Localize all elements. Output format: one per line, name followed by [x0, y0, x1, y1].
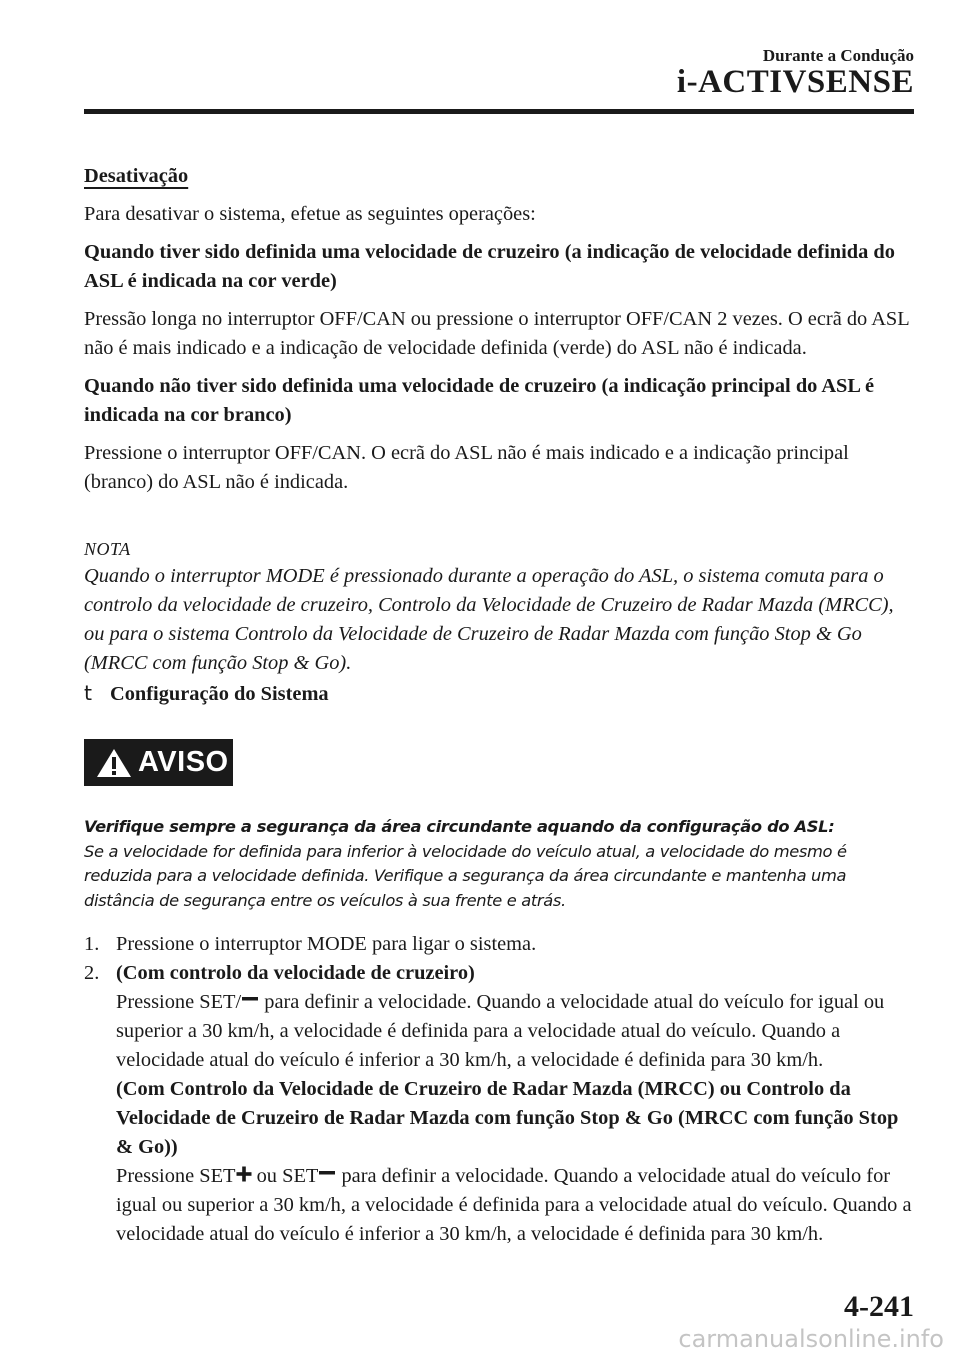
- case1-text: Pressão longa no interruptor OFF/CAN ou pressione o interruptor OFF/CAN 2 vezes. O ecrã do ASL não é mais indicado e a indicação de velocidade definida (verde) do ASL não é indicada.: [84, 308, 909, 359]
- config-section-title: [84, 679, 329, 709]
- step2-heading-cruise: (Com controlo da velocidade de cruzeiro): [116, 962, 475, 984]
- steps-block: [84, 930, 916, 1249]
- steps-list: [84, 930, 916, 1249]
- running-header-section: Durante a Condução: [762, 46, 914, 65]
- step-body: [116, 959, 916, 1249]
- case2-text: Pressione o interruptor OFF/CAN. O ecrã do ASL não é mais indicado e a indicação principal (branco) do ASL não é indicada.: [84, 442, 849, 493]
- minus-icon: [318, 1166, 336, 1180]
- deactivation-intro: Para desativar o sistema, efetue as seguintes operações:: [84, 203, 536, 225]
- page-number: 4-241: [844, 1290, 914, 1323]
- header-rule: [84, 109, 914, 114]
- step2-text-mrcc: [116, 1162, 916, 1249]
- text-fragment: Pressione SET/: [116, 991, 242, 1013]
- text-fragment: para definir a velocidade. Quando a velocidade atual do veículo for igual ou superior a 30 km/h, a velocidade é definida para a velocidade atual do veículo. Quando a velocidade atual do veículo é inferior a 30 km/h, a velocidade é definida para 30 km/h.: [116, 1165, 912, 1245]
- note-block: [84, 535, 916, 678]
- watermark: carmanualsonline.info: [678, 1325, 944, 1353]
- list-item: [84, 959, 916, 1249]
- step-number: 1.: [84, 933, 100, 955]
- warning-text-block: [84, 815, 916, 913]
- minus-icon: [241, 992, 259, 1006]
- section-bullet: t: [84, 681, 92, 705]
- step-number: 2.: [84, 962, 100, 984]
- deactivation-heading: Desativação: [84, 165, 189, 187]
- plus-icon: [236, 1166, 252, 1182]
- warning-badge-label: AVISO: [138, 746, 229, 778]
- note-text: Quando o interruptor MODE é pressionado durante a operação do ASL, o sistema comuta para o controlo da velocidade de cruzeiro, Controlo da Velocidade de Cruzeiro de Radar Mazda (MRCC), ou para o sistema Controlo da Velocidade de Cruzeiro de Radar Mazda com função Stop & Go (MRCC com função Stop & Go).: [84, 565, 894, 674]
- case2-heading: Quando não tiver sido definida uma velocidade de cruzeiro (a indicação principal do ASL é indicada na cor branco): [84, 375, 875, 426]
- running-header-chapter: i-ACTIVSENSE: [676, 64, 914, 100]
- warning-badge: [84, 739, 233, 786]
- text-fragment: para definir a velocidade. Quando a velocidade atual do veículo for igual ou superior a 30 km/h, a velocidade é definida para a velocidade atual do veículo. Quando a velocidade atual do veículo é inferior a 30 km/h, a velocidade é definida para 30 km/h.: [116, 991, 885, 1071]
- deactivation-section: [84, 162, 916, 497]
- case1-heading: Quando tiver sido definida uma velocidade de cruzeiro (a indicação de velocidade definida do ASL é indicada na cor verde): [84, 241, 895, 292]
- step2-heading-mrcc: (Com Controlo da Velocidade de Cruzeiro de Radar Mazda (MRCC) ou Controlo da Velocidade de Cruzeiro de Radar Mazda com função Stop & Go (MRCC com função Stop & Go)): [116, 1078, 899, 1158]
- config-title-text: Configuração do Sistema: [110, 683, 329, 705]
- warning-triangle-icon: [96, 748, 132, 778]
- text-fragment: ou SET: [251, 1165, 319, 1187]
- warning-bold-line: Verifique sempre a segurança da área circundante aquando da configuração do ASL:: [84, 817, 835, 836]
- text-fragment: Pressione SET: [116, 1165, 236, 1187]
- list-item: [84, 930, 916, 959]
- warning-text: Se a velocidade for definida para inferior à velocidade do veículo atual, a velocidade do mesmo é reduzida para a velocidade definida. Verifique a segurança da área circundante e mantenha uma distância de segurança entre os veículos à sua frente e atrás.: [84, 841, 847, 910]
- step2-text-cruise: [116, 988, 916, 1075]
- step-text: Pressione o interruptor MODE para ligar o sistema.: [116, 933, 537, 955]
- note-label: NOTA: [84, 539, 131, 559]
